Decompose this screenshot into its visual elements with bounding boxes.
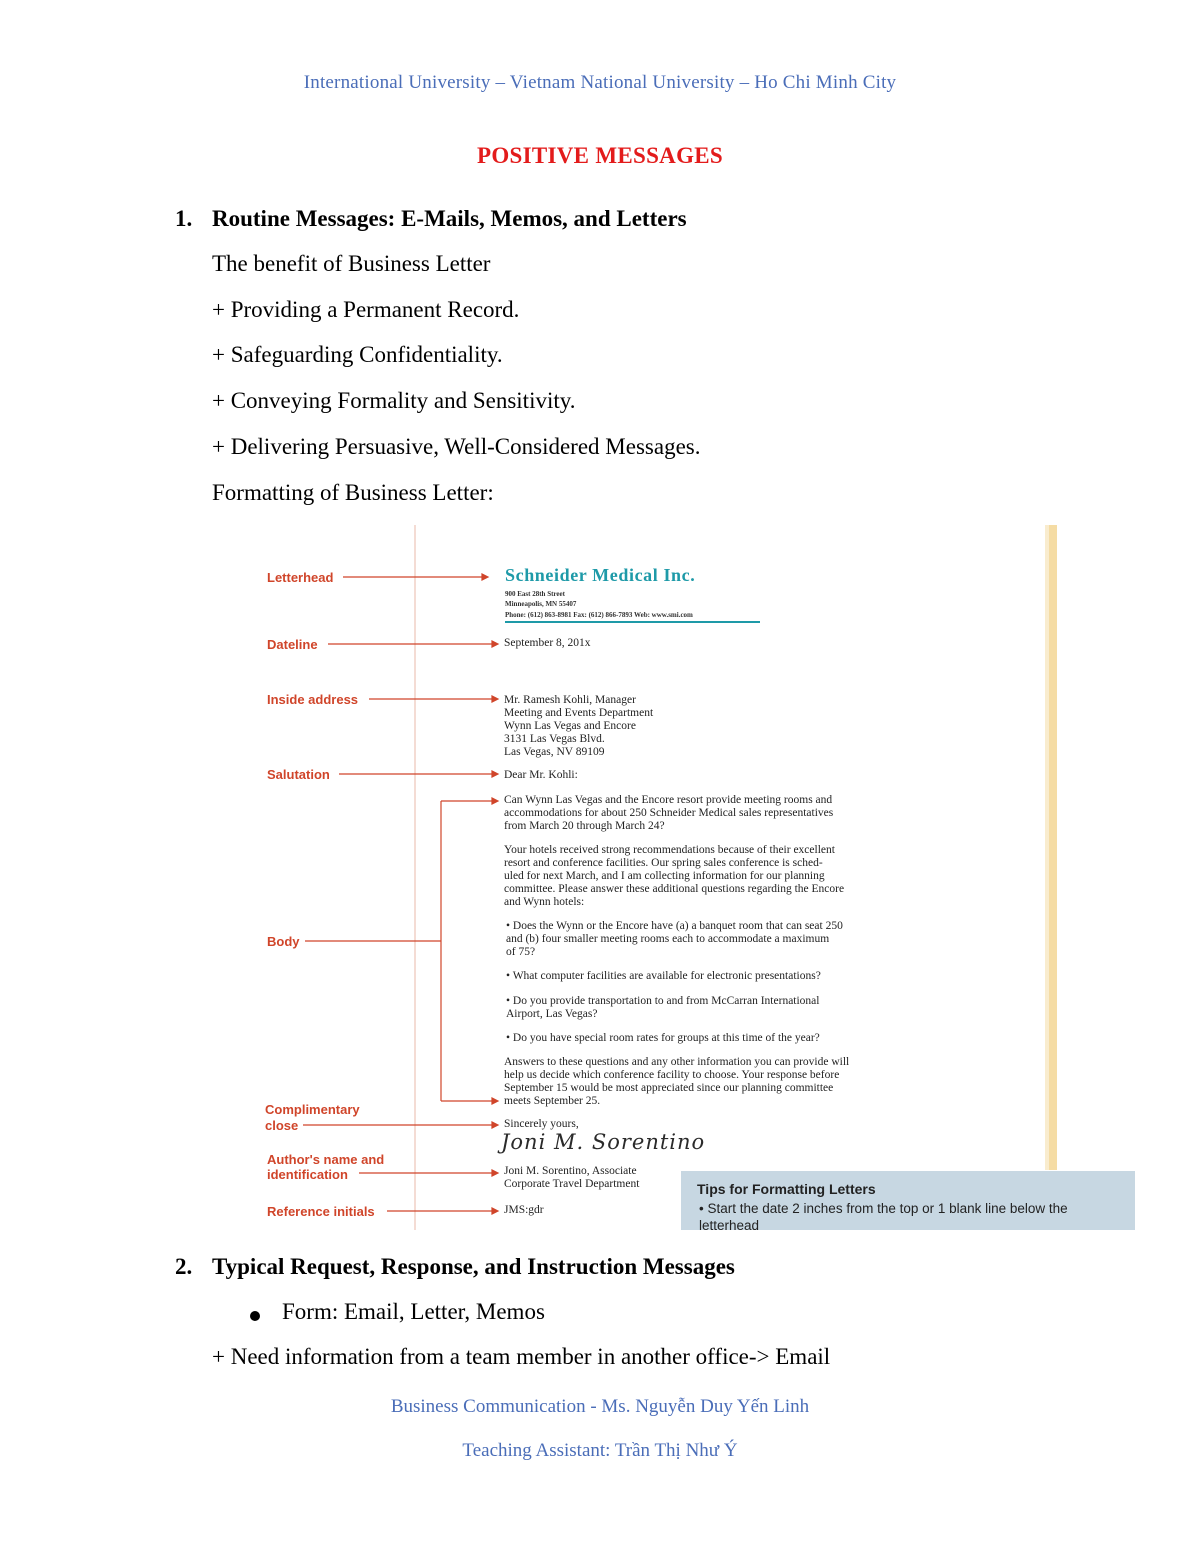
benefit-item: + Providing a Permanent Record. xyxy=(212,297,520,322)
tips-box xyxy=(681,1171,1135,1230)
letter-date: September 8, 201x xyxy=(504,637,591,649)
company-contact: Phone: (612) 863-8981 Fax: (612) 866-7893 Web: www.smi.com xyxy=(505,611,693,619)
label-close: close xyxy=(265,1118,299,1133)
body-line: Answers to these questions and any other information you can provide will xyxy=(504,1056,850,1068)
body-line: uled for next March, and I am collecting information for our planning xyxy=(504,870,825,882)
body-bullet: • What computer facilities are available for electronic presentations? xyxy=(506,970,821,982)
university-header: International University – Vietnam National University – Ho Chi Minh City xyxy=(303,72,897,93)
body-bullet: Airport, Las Vegas? xyxy=(506,1008,598,1020)
benefit-item: + Safeguarding Confidentiality. xyxy=(212,342,503,367)
reference-initials: JMS:gdr xyxy=(504,1204,544,1216)
body-bullet: of 75? xyxy=(506,946,536,958)
address-line: Meeting and Events Department xyxy=(504,707,654,719)
label-letterhead: Letterhead xyxy=(267,570,334,585)
bullet-icon xyxy=(250,1307,260,1325)
address-line: Las Vegas, NV 89109 xyxy=(504,746,605,758)
label-inside-address: Inside address xyxy=(267,692,359,707)
body-line: from March 20 through March 24? xyxy=(504,820,665,832)
tips-item: • Start the date 2 inches from the top or 1 blank line below the xyxy=(699,1201,1068,1216)
benefit-item: + Delivering Persuasive, Well-Considered Messages. xyxy=(212,434,701,459)
company-name: Schneider Medical Inc. xyxy=(505,565,696,585)
label-dateline: Dateline xyxy=(267,637,318,652)
page-title: POSITIVE MESSAGES xyxy=(476,143,724,168)
benefit-item: + Conveying Formality and Sensitivity. xyxy=(212,388,576,413)
label-reference: Reference initials xyxy=(267,1204,375,1219)
body-line: Can Wynn Las Vegas and the Encore resort provide meeting rooms and xyxy=(504,794,833,806)
business-letter-figure xyxy=(255,525,1135,1230)
body-line: September 15 would be most appreciated since our planning committee xyxy=(504,1082,834,1094)
footer-course: Business Communication - Ms. Nguyễn Duy Yến Linh xyxy=(390,1396,810,1417)
author-name: Joni M. Sorentino, Associate xyxy=(504,1165,637,1177)
label-body: Body xyxy=(267,934,300,949)
body-line: accommodations for about 250 Schneider Medical sales representatives xyxy=(504,807,834,819)
address-line: 3131 Las Vegas Blvd. xyxy=(504,733,605,745)
address-line: Wynn Las Vegas and Encore xyxy=(504,720,636,732)
signature: Joni M. Sorentino xyxy=(501,1130,706,1154)
footer-ta: Teaching Assistant: Trần Thị Như Ý xyxy=(462,1440,738,1461)
tips-item-cont: letterhead xyxy=(699,1218,760,1230)
formatting-intro: Formatting of Business Letter: xyxy=(212,480,494,505)
section1-number: 1. xyxy=(175,206,193,231)
letter-salutation: Dear Mr. Kohli: xyxy=(504,769,578,781)
author-department: Corporate Travel Department xyxy=(504,1178,640,1190)
address-line: Mr. Ramesh Kohli, Manager xyxy=(504,694,636,706)
body-line: and Wynn hotels: xyxy=(504,896,585,908)
benefit-intro: The benefit of Business Letter xyxy=(212,251,491,276)
body-bullet: • Do you have special room rates for groups at this time of the year? xyxy=(506,1032,820,1044)
label-salutation: Salutation xyxy=(267,767,330,782)
body-line: Your hotels received strong recommendations because of their excellent xyxy=(504,844,835,856)
company-street: 900 East 28th Street xyxy=(505,590,565,598)
company-city: Minneapolis, MN 55407 xyxy=(505,600,577,608)
section2-number: 2. xyxy=(175,1254,193,1279)
body-bullet: • Do you provide transportation to and from McCarran International xyxy=(506,995,820,1007)
body-line: help us decide which conference facility to choose. Your response before xyxy=(504,1069,840,1081)
email-line: + Need information from a team member in another office-> Email xyxy=(212,1344,831,1369)
body-line: meets September 25. xyxy=(504,1095,601,1107)
section1-heading: Routine Messages: E-Mails, Memos, and Letters xyxy=(212,206,687,231)
label-author: Author's name and xyxy=(267,1152,385,1167)
complimentary-close: Sincerely yours, xyxy=(504,1118,579,1130)
label-identification: identification xyxy=(267,1167,348,1182)
body-line: resort and conference facilities. Our spring sales conference is sched- xyxy=(504,857,823,869)
body-bullet: • Does the Wynn or the Encore have (a) a banquet room that can seat 250 xyxy=(506,920,843,932)
body-bullet: and (b) four smaller meeting rooms each to accommodate a maximum xyxy=(506,933,830,945)
tips-title: Tips for Formatting Letters xyxy=(697,1181,876,1197)
label-complimentary: Complimentary xyxy=(265,1102,360,1117)
body-line: committee. Please answer these additional questions regarding the Encore xyxy=(504,883,845,895)
section2-heading: Typical Request, Response, and Instruction Messages xyxy=(212,1254,735,1279)
form-bullet: Form: Email, Letter, Memos xyxy=(282,1299,545,1324)
